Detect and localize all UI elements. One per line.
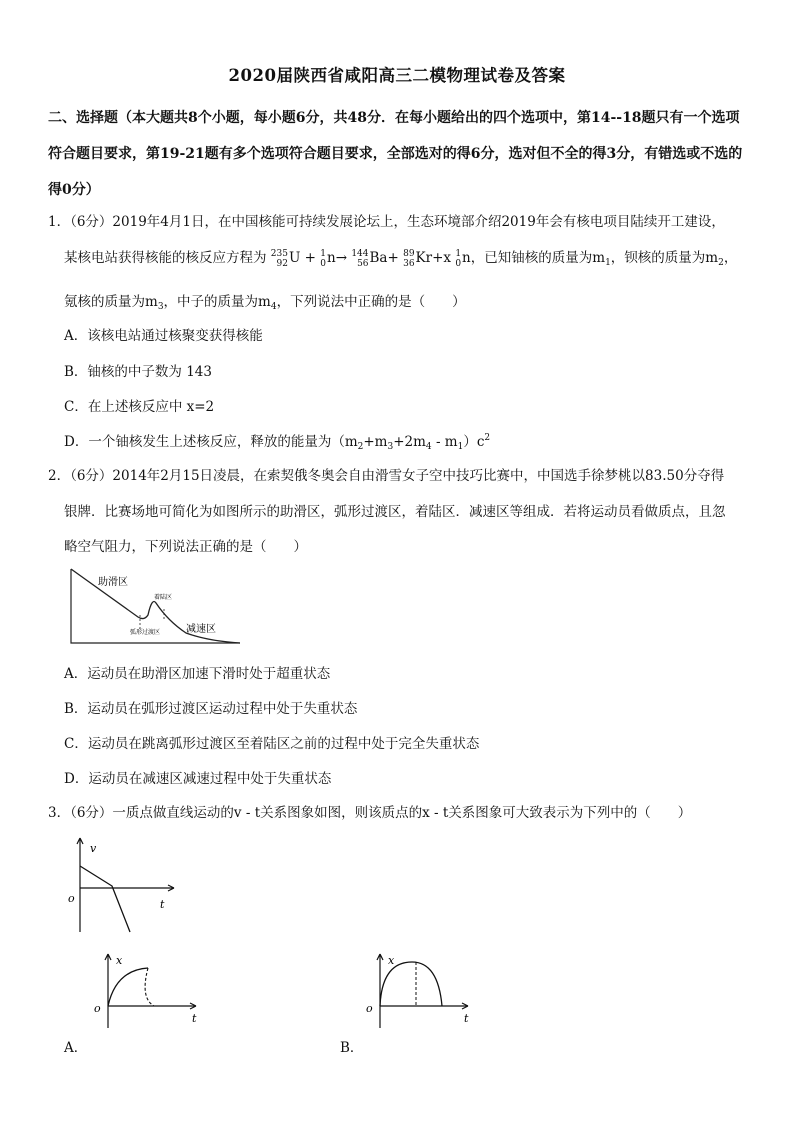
section-line-1: 二、选择题（本大题共8个小题，每小题6分，共48分．在每小题给出的四个选项中，第14--18题只有一个选项	[48, 110, 740, 126]
isotope-neutron: 1 0	[320, 248, 327, 269]
section-line-2: 符合题目要求，第19-21题有多个选项符合题目要求，全部选对的得6分，选对但不全的得3分，有错选或不选的	[48, 146, 743, 162]
xt-a-origin: o	[94, 1002, 101, 1015]
isotope-krypton: 89 36	[403, 248, 415, 269]
q2-option-d[interactable]: D．运动员在减速区减速过程中处于失重状态	[64, 771, 332, 787]
q2-line-2: 银牌．比赛场地可简化为如图所示的助滑区，弧形过渡区，着陆区．减速区等组成．若将运动员看做质点，且忽	[64, 504, 726, 520]
q2-line-3: 略空气阻力，下列说法正确的是（ ）	[64, 539, 307, 555]
q2-option-c[interactable]: C．运动员在跳离弧形过渡区至着陆区之前的过程中处于完全失重状态	[64, 736, 480, 752]
zone-label-arc: 弧形过渡区	[130, 629, 161, 636]
xt-a-axis-t: t	[192, 1012, 197, 1025]
xt-b-origin: o	[366, 1002, 373, 1015]
xt-a-axis-x: x	[116, 954, 123, 967]
zone-label-run: 助滑区	[98, 577, 128, 588]
vt-axis-v: v	[90, 842, 97, 855]
q1-option-d[interactable]: D．一个铀核发生上述核反应，释放的能量为$(m_2+m_3+2m_4 - m_1)c^2$	[64, 433, 491, 452]
xt-b-axis-x: x	[388, 954, 395, 967]
reaction-arrow-icon: →	[335, 250, 348, 266]
zone-label-decel: 减速区	[186, 624, 216, 635]
q1-option-c[interactable]: C．在上述核反应中 x=2	[64, 399, 215, 415]
xt-graph-b[interactable]	[360, 948, 480, 1030]
vt-graph	[62, 832, 180, 936]
vt-origin: o	[68, 892, 75, 905]
xt-graph-a[interactable]	[88, 948, 208, 1030]
q2-option-b[interactable]: B．运动员在弧形过渡区运动过程中处于失重状态	[64, 701, 358, 717]
ski-slope-diagram	[68, 565, 244, 647]
isotope-barium: 144 56	[351, 248, 369, 269]
zone-label-landing: 着陆区	[154, 594, 173, 601]
q1-line-3: 氪核的质量为$m_3$，中子的质量为$m_4$，下列说法中正确的是（ ）	[64, 294, 466, 312]
q3-option-a-label[interactable]: A．	[64, 1040, 88, 1056]
q2-option-a[interactable]: A．运动员在助滑区加速下滑时处于超重状态	[64, 666, 331, 682]
q3-option-b-label[interactable]: B．	[340, 1040, 364, 1056]
section-instructions	[48, 100, 768, 208]
q3-line-1: 3．（6分）一质点做直线运动的v - t关系图象如图，则该质点的x - t关系图象可大致表示为下列中的（ ）	[48, 805, 692, 821]
q1-option-b[interactable]: B．铀核的中子数为 143	[64, 364, 212, 380]
q1-option-a[interactable]: A．该核电站通过核聚变获得核能	[64, 328, 263, 344]
page-title: 2020届陕西省咸阳高三二模物理试卷及答案	[228, 66, 566, 85]
q1-line-1: 1．（6分）2019年4月1日，在中国核能可持续发展论坛上，生态环境部介绍2019年会有核电项目陆续开工建设，	[48, 214, 725, 230]
q2-line-1: 2．（6分）2014年2月15日凌晨，在索契俄冬奥会自由滑雪女子空中技巧比赛中，中国选手徐梦桃以83.50分夺得	[48, 468, 725, 484]
q1-line-2: 某核电站获得核能的核反应方程为 235 92 U + 1 0 n→ 144 56 Ba+ 89 36 Kr+x 1 0 n，已知铀核的质量为$m_1$，钡核的质量为$m_2$，	[64, 248, 738, 269]
isotope-uranium: 235 92	[270, 248, 288, 269]
vt-axis-t: t	[160, 898, 165, 911]
isotope-neutron-2: 1 0	[455, 248, 462, 269]
xt-b-axis-t: t	[464, 1012, 469, 1025]
section-line-3: 得0分）	[48, 182, 100, 198]
